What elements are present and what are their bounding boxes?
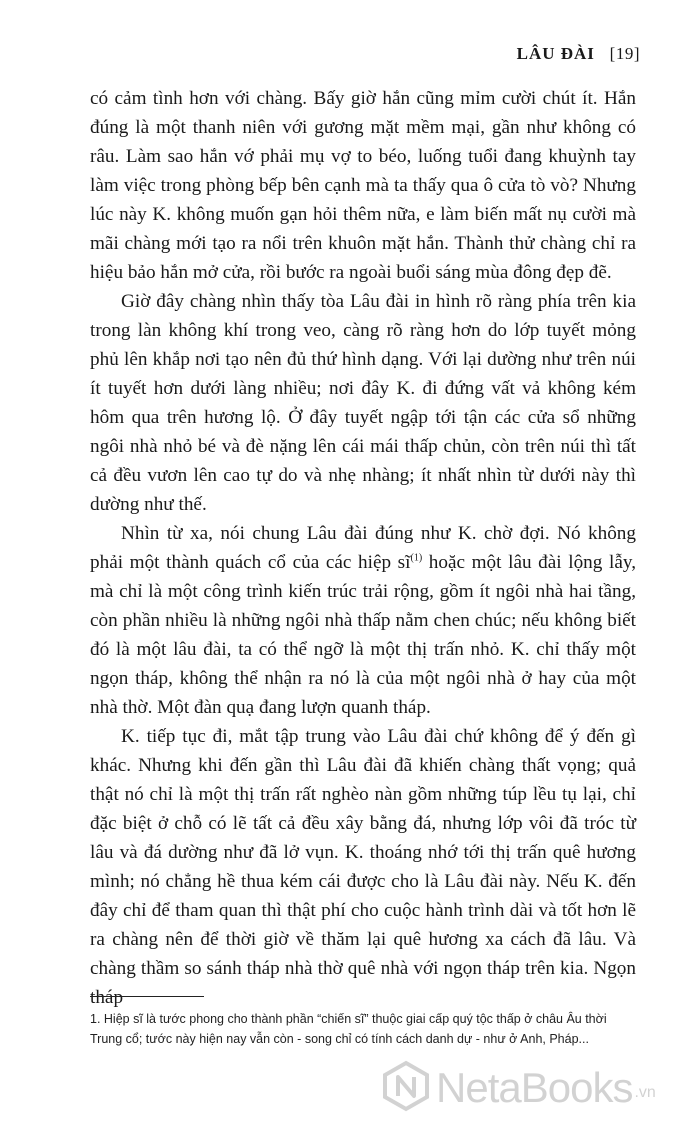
paragraph-3-text-before: Nhìn từ xa, nói chung Lâu đài đúng như K. chờ đợi. Nó không phải một thành quách cổ của các hiệp sĩ (90, 523, 636, 573)
running-header (517, 44, 640, 64)
footnote-reference: (1) (410, 552, 423, 564)
page-number: [19] (609, 44, 640, 63)
watermark-tld: .vn (634, 1084, 656, 1101)
paragraph-3-text-after: hoặc một lâu đài lộng lẫy, mà chỉ là một công trình kiến trúc trải rộng, gồm ít ngôi nhà hai tầng, còn phần nhiều là những ngôi nhà thấp nằm chen chúc; nếu không biết đó là một lâu đài, ta có thể ngỡ là một thị trấn nhỏ. K. chỉ thấy một ngọn tháp, không thể nhận ra nó là của một ngôi nhà ở hay của một nhà thờ. Một đàn quạ đang lượn quanh tháp. (90, 552, 636, 718)
watermark-brand: NetaBooks (436, 1064, 633, 1111)
book-title: LÂU ĐÀI (516, 44, 595, 63)
footnote-divider (90, 996, 204, 997)
paragraph-2: Giờ đây chàng nhìn thấy tòa Lâu đài in hình rõ ràng phía trên kia trong làn không khí trong veo, càng rõ ràng hơn do lớp tuyết mỏng phủ lên khắp nơi tạo nên đủ thứ hình dạng. Với lại dường như trên núi ít tuyết hơn dưới làng nhiều; nơi đây K. đi đứng vất vả không kém hôm qua trên hương lộ. Ở đây tuyết ngập tới tận các cửa sổ những ngôi nhà nhỏ bé và đè nặng lên cái mái thấp chủn, còn trên núi thì tất cả đều vươn lên cao tự do và nhẹ nhàng; ít nhất nhìn từ dưới này thì dường như thế. (90, 291, 636, 515)
paragraph-3 (90, 519, 636, 722)
body-text (90, 84, 636, 1012)
footnote: 1. Hiệp sĩ là tước phong cho thành phần “chiến sĩ” thuộc giai cấp quý tộc thấp ở châu Âu thời Trung cổ; tước này hiện nay vẫn còn - song chỉ có tính cách danh dự - như ở Anh, Pháp... (90, 1012, 607, 1046)
paragraph-4: K. tiếp tục đi, mắt tập trung vào Lâu đài chứ không để ý đến gì khác. Nhưng khi đến gần thì Lâu đài đã khiến chàng thất vọng; quả thật nó chỉ là một thị trấn rất nghèo nàn gồm những túp lều tụ lại, chỉ đặc biệt ở chỗ có lẽ tất cả đều xây bằng đá, nhưng lớp vôi đã tróc từ lâu và đá dường như đã lở vụn. K. thoáng nhớ tới thị trấn quê hương mình; nó chẳng hề thua kém cái được cho là Lâu đài này. Nếu K. đến đây chỉ để tham quan thì thật phí cho cuộc hành trình dài và tốt hơn lẽ ra chàng nên để thời giờ về thăm lại quê hương xa cách đã lâu. Và chàng thầm so sánh tháp nhà thờ quê nhà với ngọn tháp trên kia. Ngọn tháp (90, 726, 636, 1008)
watermark (380, 1058, 690, 1118)
netabooks-logo-icon (380, 1060, 432, 1117)
paragraph-1: có cảm tình hơn với chàng. Bấy giờ hắn cũng mỉm cười chút ít. Hắn đúng là một thanh niên với gương mặt mềm mại, gần như không có râu. Làm sao hắn vớ phải mụ vợ to béo, luống tuổi đang khuỳnh tay làm việc trong phòng bếp bên cạnh mà ta thấy qua ô cửa tò vò? Nhưng lúc này K. không muốn gạn hỏi thêm nữa, e làm biến mất nụ cười mà mãi chàng mới tạo ra nổi trên khuôn mặt hắn. Thành thử chàng chỉ ra hiệu bảo hắn mở cửa, rồi bước ra ngoài buổi sáng mùa đông đẹp đẽ. (90, 88, 636, 283)
